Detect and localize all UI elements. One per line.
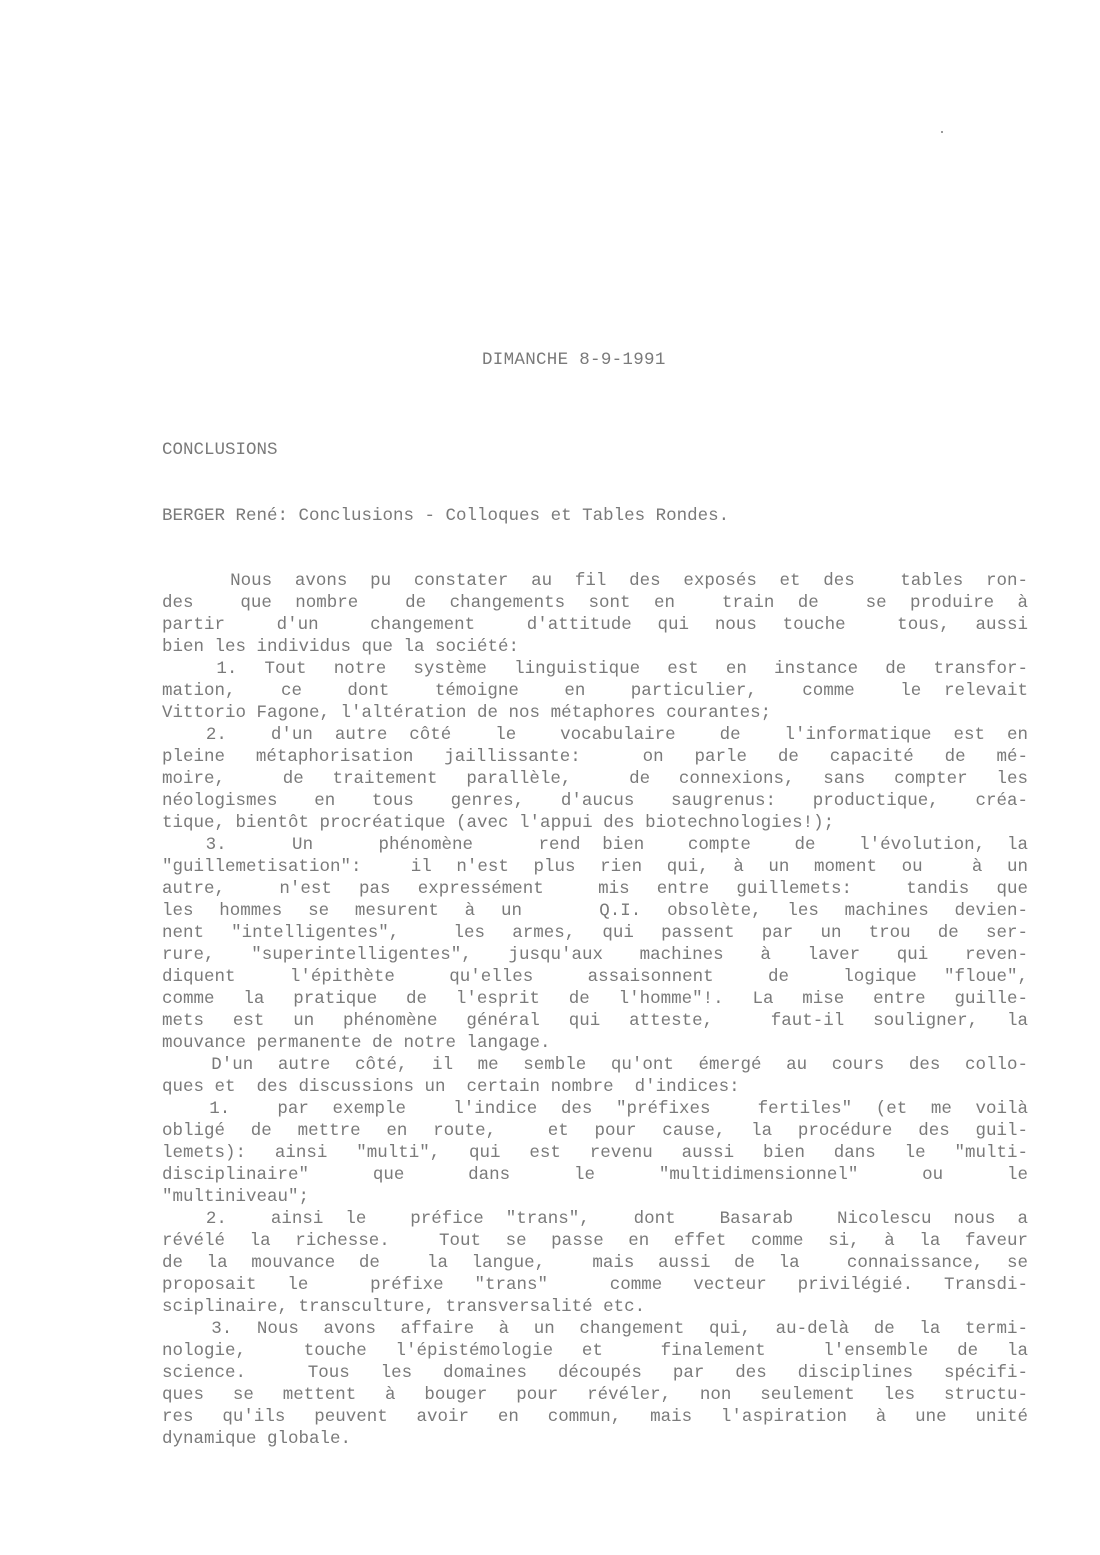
body-line: tique, bientôt procréatique (avec l'appui des biotechnologies!);	[162, 813, 835, 833]
body-line: "guillemetisation": il n'est plus rien qui, à un moment ou à un	[162, 857, 1028, 877]
body-line: res qu'ils peuvent avoir en commun, mais l'aspiration à une unité	[162, 1407, 1028, 1427]
scan-speck	[941, 131, 943, 133]
section-title: CONCLUSIONS	[162, 440, 278, 460]
body-line: de la mouvance de la langue, mais aussi de la connaissance, se	[162, 1253, 1028, 1273]
body-line: nent "intelligentes", les armes, qui passent par un trou de ser-	[162, 923, 1028, 943]
body-line: pleine métaphorisation jaillissante: on parle de capacité de mé-	[162, 747, 1028, 767]
body-line: Vittorio Fagone, l'altération de nos métaphores courantes;	[162, 703, 772, 723]
body-line: "multiniveau";	[162, 1187, 310, 1207]
body-line: néologismes en tous genres, d'aucus saugrenus: productique, créa-	[162, 791, 1028, 811]
body-line: 1. par exemple l'indice des "préfixes fertiles" (et me voilà	[162, 1099, 1028, 1119]
body-line: lemets): ainsi "multi", qui est revenu aussi bien dans le "multi-	[162, 1143, 1028, 1163]
body-text	[162, 570, 1028, 1450]
body-line: diquent l'épithète qu'elles assaisonnent de logique "floue",	[162, 967, 1028, 987]
body-line: 3. Un phénomène rend bien compte de l'évolution, la	[162, 835, 1028, 855]
body-line: ques et des discussions un certain nombre d'indices:	[162, 1077, 740, 1097]
body-line: ques se mettent à bouger pour révéler, non seulement les structu-	[162, 1385, 1028, 1405]
body-line: proposait le préfixe "trans" comme vecteur privilégié. Transdi-	[162, 1275, 1028, 1295]
body-line: nologie, touche l'épistémologie et finalement l'ensemble de la	[162, 1341, 1028, 1361]
body-line: autre, n'est pas expressément mis entre guillemets: tandis que	[162, 879, 1028, 899]
body-line: les hommes se mesurent à un Q.I. obsolète, les machines devien-	[162, 901, 1028, 921]
body-line: Nous avons pu constater au fil des exposés et des tables ron-	[162, 571, 1028, 591]
body-line: disciplinaire" que dans le "multidimensionnel" ou le	[162, 1165, 1028, 1185]
body-line: 3. Nous avons affaire à un changement qui, au-delà de la termi-	[162, 1319, 1028, 1339]
body-line: sciplinaire, transculture, transversalité etc.	[162, 1297, 646, 1317]
body-line: partir d'un changement d'attitude qui nous touche tous, aussi	[162, 615, 1028, 635]
body-line: D'un autre côté, il me semble qu'ont émergé au cours des collo-	[162, 1055, 1028, 1075]
body-line: moire, de traitement parallèle, de connexions, sans compter les	[162, 769, 1028, 789]
body-line: révélé la richesse. Tout se passe en effet comme si, à la faveur	[162, 1231, 1028, 1251]
body-line: rure, "superintelligentes", jusqu'aux machines à laver qui reven-	[162, 945, 1028, 965]
body-line: 2. d'un autre côté le vocabulaire de l'informatique est en	[162, 725, 1028, 745]
body-line: dynamique globale.	[162, 1429, 352, 1449]
document-subtitle: BERGER René: Conclusions - Colloques et Tables Rondes.	[162, 506, 730, 526]
body-line: 1. Tout notre système linguistique est en instance de transfor-	[162, 659, 1028, 679]
body-line: 2. ainsi le préfice "trans", dont Basarab Nicolescu nous a	[162, 1209, 1028, 1229]
body-line: mouvance permanente de notre langage.	[162, 1033, 551, 1053]
body-line: obligé de mettre en route, et pour cause, la procédure des guil-	[162, 1121, 1028, 1141]
document-date: DIMANCHE 8-9-1991	[482, 350, 666, 370]
body-line: comme la pratique de l'esprit de l'homme"!. La mise entre guille-	[162, 989, 1028, 1009]
body-line: mets est un phénomène général qui atteste, faut-il souligner, la	[162, 1011, 1028, 1031]
body-line: des que nombre de changements sont en train de se produire à	[162, 593, 1028, 613]
body-line: bien les individus que la société:	[162, 637, 520, 657]
body-line: mation, ce dont témoigne en particulier, comme le relevait	[162, 681, 1028, 701]
body-line: science. Tous les domaines découpés par des disciplines spécifi-	[162, 1363, 1028, 1383]
